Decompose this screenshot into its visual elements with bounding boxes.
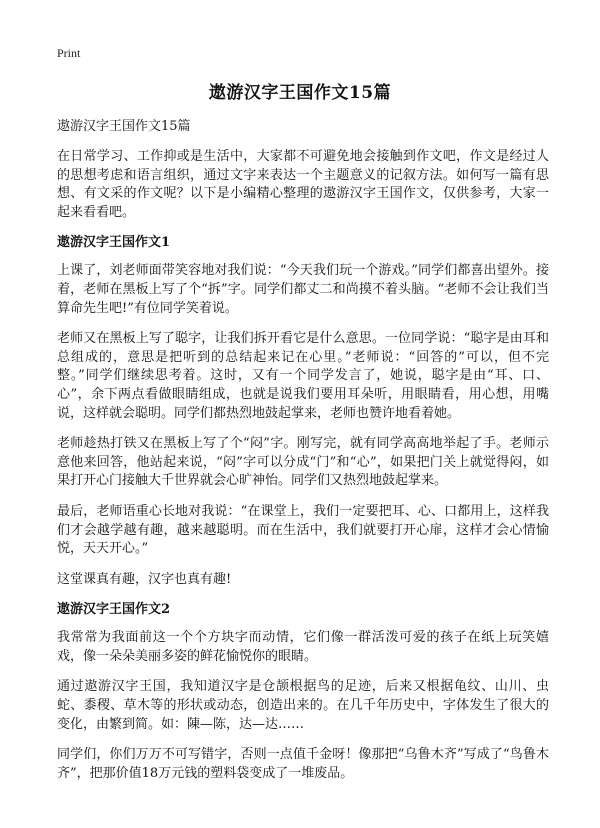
paragraph: 最后，老师语重心长地对我说：“在课堂上，我们一定要把耳、心、口都用上，这样我们才会越学越有趣，越来越聪明。而在生活中，我们就要打开心扉，这样才会心情愉悦，天天开心。” [57,503,549,557]
paragraph: 上课了，刘老师面带笑容地对我们说：“今天我们玩一个游戏。”同学们都喜出望外。接着，老师在黑板上写了个“拆”字。同学们都丈二和尚摸不着头脑。“老师不会让我们当算命先生吧!”有位同学笑着说。 [57,263,549,316]
document-body [57,118,549,795]
print-link[interactable]: Print [57,46,81,60]
intro-paragraph: 在日常学习、工作抑或是生活中，大家都不可避免地会接触到作文吧，作文是经过人的思想考虑和语言组织，通过文字来表达一个主题意义的记叙方法。如何写一篇有思想、有文采的作文呢？以下是小编精心整理的遨游汉字王国作文，仅供参考，大家一起来看看吧。 [57,149,549,220]
paragraph: 同学们，你们万万不可写错字，否则一点值千金呀！像那把“乌鲁木齐”写成了“鸟鲁木齐”，把那价值18万元钱的塑料袋变成了一堆废品。 [57,747,549,781]
document-subtitle: 遨游汉字王国作文15篇 [57,119,191,134]
section-heading: 遨游汉字王国作文1 [57,235,171,251]
paragraph: 通过遨游汉字王国，我知道汉字是仓颉根据鸟的足迹，后来又根据龟纹、山川、虫蛇、黍稷、草木等的形状或动态，创造出来的。在几千年历史中，字体发生了很大的变化，由繁到简。如：陳—陈，达—达…… [57,679,549,732]
section-2 [57,601,549,783]
paragraph: 我常常为我面前这一个个方块字而动情，它们像一群活泼可爱的孩子在纸上玩笑嬉戏，像一朵朵美丽多姿的鲜花愉悦你的眼睛。 [57,630,549,664]
paragraph: 老师趁热打铁又在黑板上写了个“闷”字。刚写完，就有同学高高地举起了手。老师示意他来回答，他站起来说，“闷”字可以分成“门”和“心”，如果把门关上就觉得闷，如果打开心门接触大千世界就会心旷神怡。同学们又热烈地鼓起掌来。 [57,436,549,489]
paragraph: 老师又在黑板上写了聪字，让我们拆开看它是什么意思。一位同学说：“聪字是由耳和总组成的，意思是把听到的总结起来记在心里。”老师说：“回答的”可以，但不完整。”同学们继续思考着。这时，又有一个同学发言了，她说，聪字是由“耳、口、心”，余下两点看做眼睛组成，也就是说我们要用耳朵听，用眼睛看，用心想，用嘴说，这样就会聪明。同学们都热烈地鼓起掌来，老师也赞许地看着她。 [57,331,549,421]
section-1 [57,234,549,589]
paragraph: 这堂课真有趣，汉字也真有趣! [57,571,232,587]
document-title: 遨游汉字王国作文15篇 [208,83,392,103]
section-heading: 遨游汉字王国作文2 [57,602,171,618]
